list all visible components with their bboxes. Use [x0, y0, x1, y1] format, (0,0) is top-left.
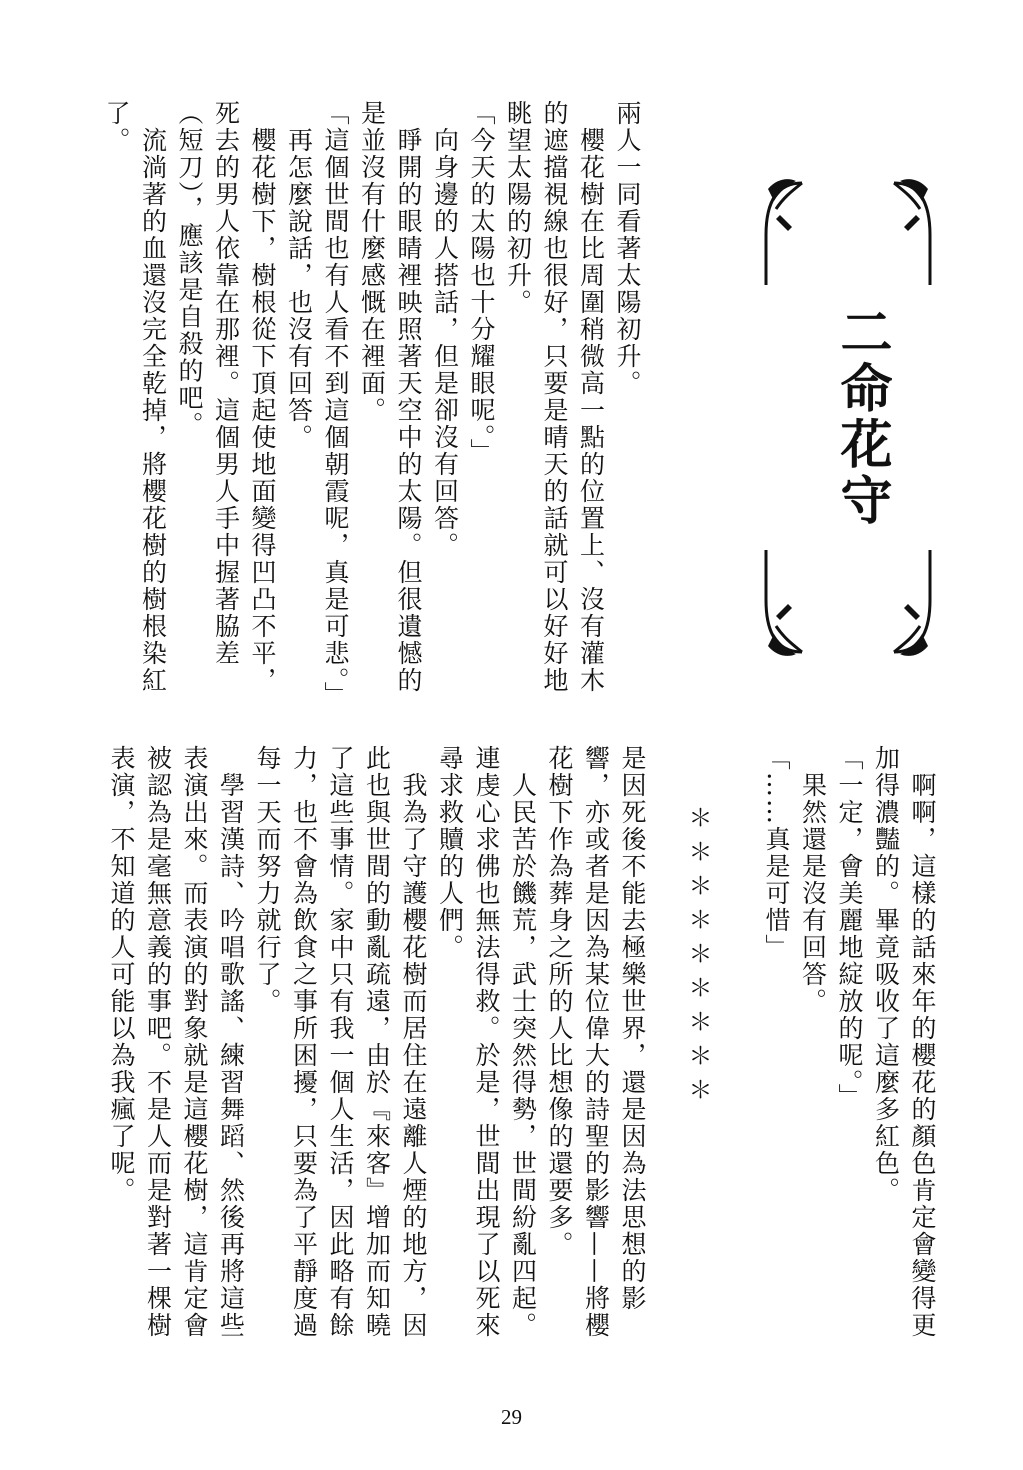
- lower-left-body-text: 是因死後不能去極樂世界，還是因為法思想的影響，亦或者是因為某位偉大的詩聖的影響——將櫻花樹下作為葬身之所的人比想像的還要多。 人民苦於饑荒，武士突然得勢，世間紛亂四起。連虔心求佛也無法得救。於是，世間出現了以死來尋求救贖的人們。 我為了守護櫻花樹而居住在遠離人煙的地方，因此也與世間的動亂疏遠，由於『來客』增加而知曉了這些事情。家中只有我一個人生活，因此略有餘力，也不會為飲食之事所困擾，只要為了平靜度過每一天而努力就行了。 學習漢詩、吟唱歌謠、練習舞蹈、然後再將這些表演出來。而表演的對象就是這櫻花樹，這肯定會被認為是毫無意義的事吧。不是人而是對著一棵樹表演，不知道的人可能以為我瘋了呢。: [107, 745, 647, 1339]
- page-number: 29: [501, 1405, 522, 1429]
- lower-right-body-text: 啊啊，這樣的話來年的櫻花的顏色肯定會變得更加得濃豔的。畢竟吸收了這麼多紅色。 「一定，會美麗地綻放的呢。」 果然還是沒有回答。 「……真是可惜」: [762, 745, 937, 1339]
- section-separator: ＊＊＊＊＊＊＊＊＊: [684, 805, 712, 1111]
- chapter-title: 二命花守: [831, 305, 892, 529]
- chapter-title-frame: [762, 175, 934, 660]
- upper-body-text: 兩人一同看著太陽初升。 櫻花樹在比周圍稍微高一點的位置上、沒有灌木的遮擋視線也很好，只要是晴天的話就可以好好地眺望太陽的初升。 「今天的太陽也十分耀眼呢。」 向身邊的人搭話，但是卻沒有回答。 睜開的眼睛裡映照著天空中的太陽。但很遺憾的是並沒有什麼感慨在裡面。 「這個世間也有人看不到這個朝霞呢，真是可悲。」 再怎麼說話，也沒有回答。 櫻花樹下，樹根從下頂起使地面變得凹凸不平，死去的男人依靠在那裡。這個男人手中握著脇差（短刀），應該是自殺的吧。 流淌著的血還沒完全乾掉，將櫻花樹的樹根染紅了。: [102, 100, 642, 709]
